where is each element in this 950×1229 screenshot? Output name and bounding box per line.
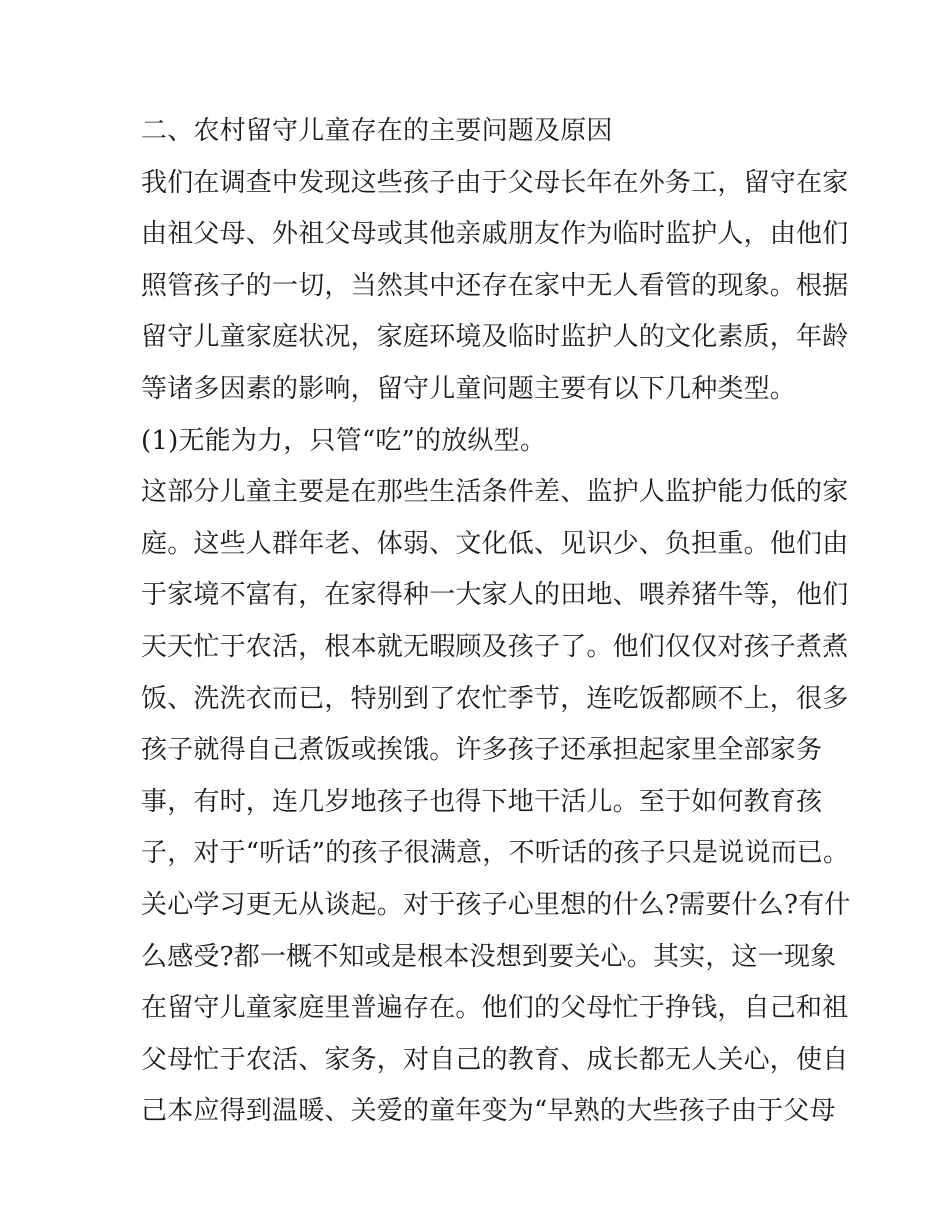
text-line: 父母忙于农活、家务，对自己的教育、成长都无人关心，使自 — [141, 1044, 849, 1075]
text-line: 孩子就得自己煮饭或挨饿。许多孩子还承担起家里全部家务 — [141, 735, 823, 766]
text-line: 照管孩子的一切，当然其中还存在家中无人看管的现象。根据 — [141, 270, 849, 301]
text-line: 留守儿童家庭状况，家庭环境及临时监护人的文化素质，年龄 — [141, 322, 849, 353]
text-line: 己本应得到温暖、关爱的童年变为“早熟的大些孩子由于父母 — [141, 1096, 836, 1127]
text-line: 饭、洗洗衣而已，特别到了农忙季节，连吃饭都顾不上，很多 — [141, 683, 849, 714]
text-line: 在留守儿童家庭里普遍存在。他们的父母忙于挣钱，自己和祖 — [141, 993, 849, 1024]
text-line: 于家境不富有，在家得种一大家人的田地、喂养猪牛等，他们 — [141, 580, 849, 611]
text-line: 关心学习更无从谈起。对于孩子心里想的什么?需要什么?有什 — [141, 889, 851, 920]
text-line: 庭。这些人群年老、体弱、文化低、见识少、负担重。他们由 — [141, 528, 849, 559]
subheading: (1)无能为力，只管“吃”的放纵型。 — [141, 425, 547, 456]
text-line: 这部分儿童主要是在那些生活条件差、监护人监护能力低的家 — [141, 477, 849, 508]
text-line: 子，对于“听话”的孩子很满意，不听话的孩子只是说说而已。 — [141, 838, 850, 869]
text-line: 事，有时，连几岁地孩子也得下地干活儿。至于如何教育孩 — [141, 786, 823, 817]
document-body — [141, 106, 851, 1138]
text-line: 么感受?都一概不知或是根本没想到要关心。其实，这一现象 — [141, 941, 837, 972]
section-heading: 二、农村留守儿童存在的主要问题及原因 — [141, 116, 613, 146]
text-line: 等诸多因素的影响，留守儿童问题主要有以下几种类型。 — [141, 373, 797, 404]
text-line: 天天忙于农活，根本就无暇顾及孩子了。他们仅仅对孩子煮煮 — [141, 631, 849, 662]
text-line: 我们在调查中发现这些孩子由于父母长年在外务工，留守在家 — [141, 167, 849, 198]
text-line: 由祖父母、外祖父母或其他亲戚朋友作为临时监护人，由他们 — [141, 219, 849, 250]
